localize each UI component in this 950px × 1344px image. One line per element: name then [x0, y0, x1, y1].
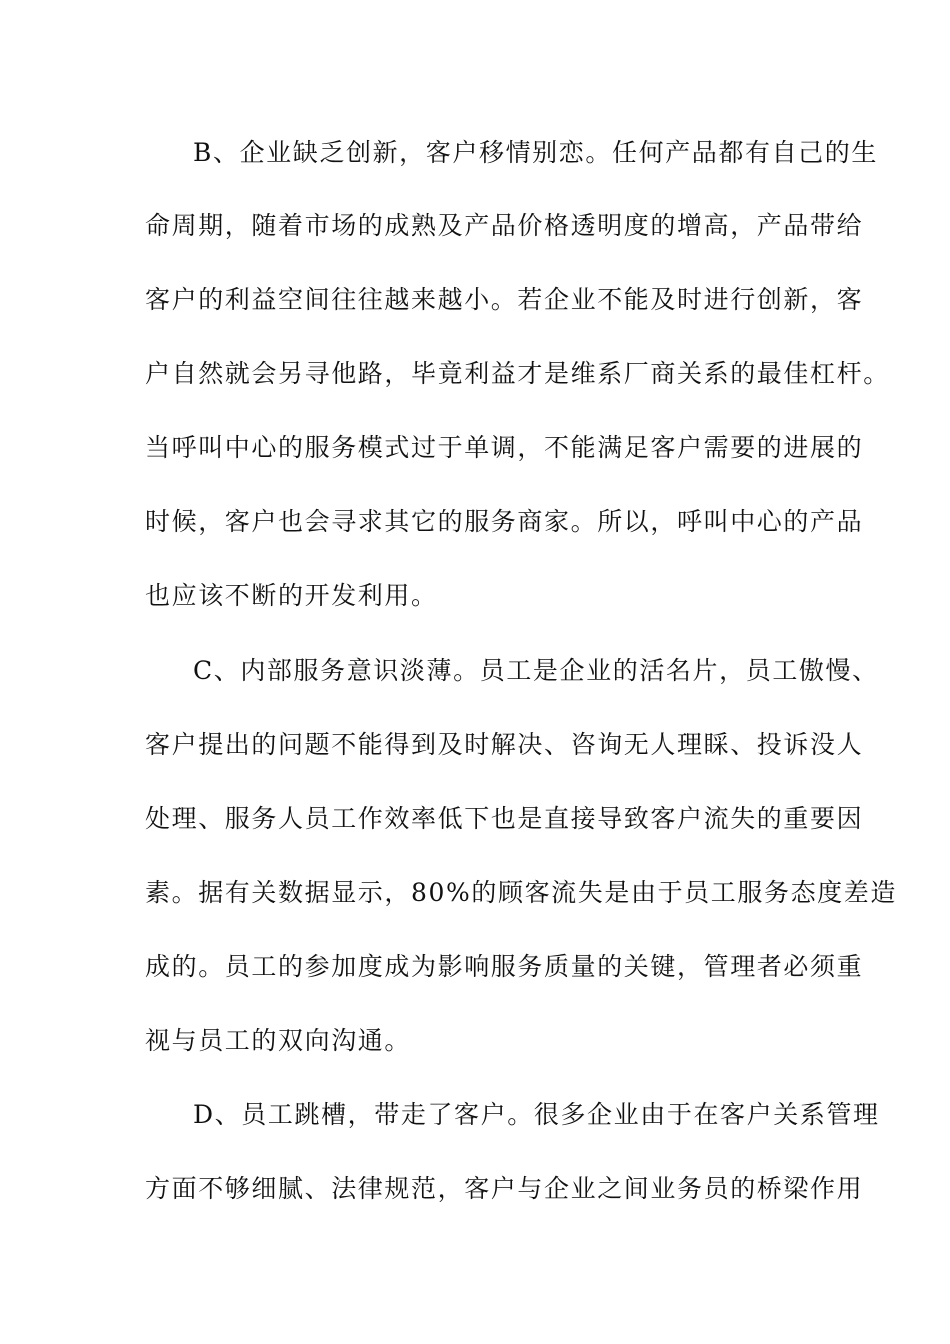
paragraph-b-line-2: 命周期，随着市场的成熟及产品价格透明度的增高，产品带给 [145, 211, 864, 240]
paragraph-d-line-2: 方面不够细腻、法律规范，客户与企业之间业务员的桥梁作用 [145, 1174, 864, 1203]
paragraph-c-line-2: 客户提出的问题不能得到及时解决、咨询无人理睬、投诉没人 [145, 730, 864, 759]
paragraph-b-line-3: 客户的利益空间往往越来越小。若企业不能及时进行创新，客 [145, 285, 864, 314]
paragraph-b-line-5: 当呼叫中心的服务模式过于单调，不能满足客户需要的进展的 [145, 433, 864, 462]
paragraph-d-line-1: D、员工跳槽，带走了客户。很多企业由于在客户关系管理 [193, 1100, 880, 1129]
paragraph-b-line-1: B、企业缺乏创新，客户移情别恋。任何产品都有自己的生 [193, 138, 878, 167]
paragraph-c-line-3: 处理、服务人员工作效率低下也是直接导致客户流失的重要因 [145, 804, 864, 833]
paragraph-c-line-6: 视与员工的双向沟通。 [145, 1026, 412, 1055]
paragraph-b-line-4: 户自然就会另寻他路，毕竟利益才是维系厂商关系的最佳杠杆。 [145, 359, 890, 388]
paragraph-c-line-5: 成的。员工的参加度成为影响服务质量的关键，管理者必须重 [145, 952, 864, 981]
paragraph-b-line-6: 时候，客户也会寻求其它的服务商家。所以，呼叫中心的产品 [145, 507, 864, 536]
paragraph-b-line-7: 也应该不断的开发利用。 [145, 581, 438, 610]
paragraph-c-line-1: C、内部服务意识淡薄。员工是企业的活名片，员工傲慢、 [193, 656, 879, 685]
paragraph-c-line-4: 素。据有关数据显示，80%的顾客流失是由于员工服务态度差造 [145, 878, 897, 907]
